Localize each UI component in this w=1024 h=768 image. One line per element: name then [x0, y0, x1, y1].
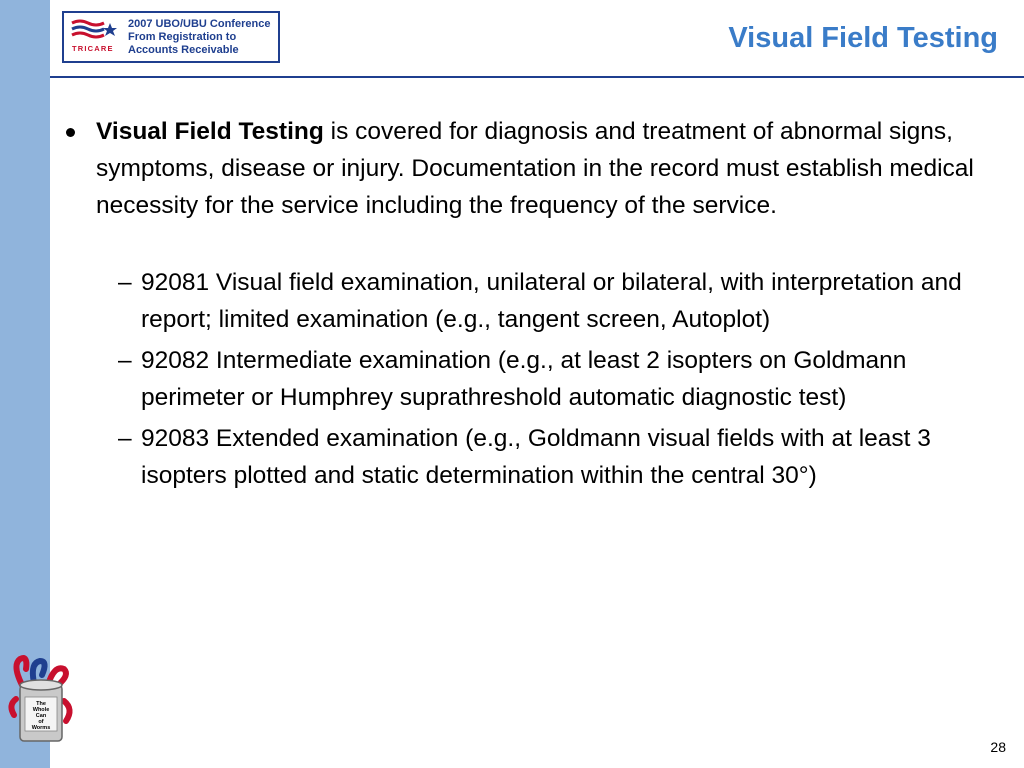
slide-title: Visual Field Testing: [728, 22, 998, 54]
mascot-label: of: [38, 719, 44, 725]
mascot-label: Worms: [31, 725, 51, 731]
sub-bullet-text: 92083 Extended examination (e.g., Goldmann visual fields with at least 3 isopters plotted and static determination within the central 30°): [141, 425, 931, 489]
logo-line: 2007 UBO/UBU Conference: [128, 18, 271, 30]
mascot-label: Can: [35, 713, 47, 719]
dash-icon: –: [118, 347, 132, 374]
page-number: 28: [990, 739, 1006, 755]
slide-content: [66, 113, 976, 498]
sub-bullet-text: 92082 Intermediate examination (e.g., at least 2 isopters on Goldmann perimeter or Humphrey suprathreshold automatic diagnostic test): [141, 347, 907, 411]
header-divider: [50, 76, 1024, 78]
bullet-text: is covered for diagnosis and treatment of abnormal signs, symptoms, disease or injury. Documentation in the record must establish medical necessity for the service including the frequency of the service.: [96, 118, 974, 219]
mascot-label: The: [36, 701, 46, 707]
sub-bullet-item: [66, 342, 976, 416]
dash-icon: –: [118, 269, 132, 296]
sub-bullet-list: [66, 264, 976, 494]
tricare-flag-logo-icon: [70, 19, 122, 55]
logo-line: From Registration to: [128, 31, 237, 43]
can-of-worms-icon: [8, 655, 74, 747]
sub-bullet-item: [66, 420, 976, 494]
logo-brand-text: TRICARE: [72, 44, 114, 53]
dash-icon: –: [118, 425, 132, 452]
left-sidebar: [0, 0, 50, 768]
main-bullet: [66, 113, 976, 224]
mascot-label: Whole: [32, 707, 50, 713]
sub-bullet-item: [66, 264, 976, 338]
conference-logo: [62, 11, 280, 63]
bullet-bold-lead: Visual Field Testing: [96, 118, 324, 145]
logo-line: Accounts Receivable: [128, 44, 239, 56]
bullet-dot-icon: [66, 128, 75, 137]
sub-bullet-text: 92081 Visual field examination, unilateral or bilateral, with interpretation and report; limited examination (e.g., tangent screen, Autoplot): [141, 269, 962, 333]
conference-name: [128, 18, 270, 57]
